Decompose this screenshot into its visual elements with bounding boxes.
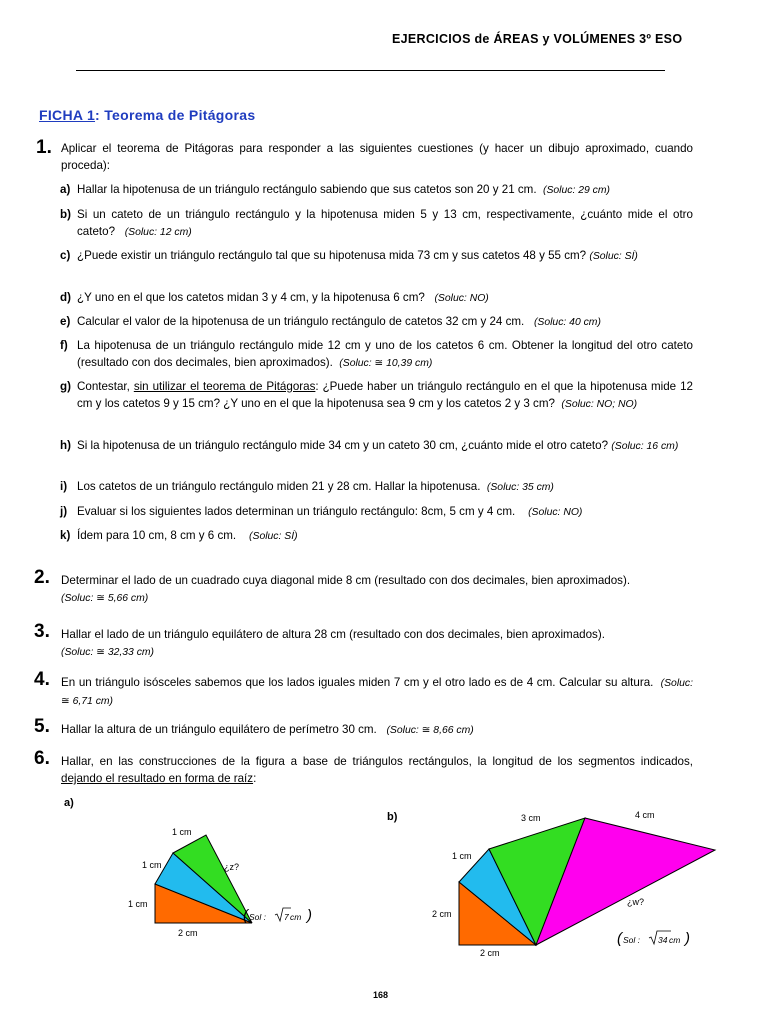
item-f-text: La hipotenusa de un triángulo rectángulo mide 12 cm y uno de los catetos 6 cm. Obtener la longitud del otro cateto (resultado con dos decimales, bien aproximados).: [77, 339, 693, 369]
item-c-solution: (Soluc: SÍ): [589, 251, 638, 262]
ficha-title: [39, 107, 255, 123]
item-letter-h: h): [60, 439, 71, 452]
exercise-1-number: 1.: [36, 137, 52, 158]
fig-a-label-mid-1cm: 1 cm: [142, 860, 162, 870]
fig-a-label-base-2cm: 2 cm: [178, 928, 198, 938]
item-g-solution: (Soluc: NO; NO): [561, 399, 638, 410]
exercise-6-pre: Hallar, en las construcciones de la figura a base de triángulos rectángulos, la longitud de los segmentos indicados,: [61, 755, 693, 768]
exercise-6-post: :: [253, 772, 257, 785]
item-letter-j: j): [60, 505, 68, 518]
item-k: [77, 527, 693, 545]
item-g-pre: Contestar,: [77, 380, 134, 393]
item-j-text: Evaluar si los siguientes lados determinan un triángulo rectángulo: 8cm, 5 cm y 4 cm.: [77, 505, 516, 518]
item-d-solution: (Soluc: NO): [434, 293, 489, 304]
exercise-6: [61, 753, 693, 787]
exercise-2-text: Determinar el lado de un cuadrado cuya diagonal mide 8 cm (resultado con dos decimales, bien aproximados).: [61, 574, 631, 587]
item-letter-g: g): [60, 380, 71, 393]
item-letter-d: d): [60, 291, 71, 304]
ficha-colon: :: [95, 107, 100, 123]
exercise-1-intro: Aplicar el teorema de Pitágoras para responder a las siguientes cuestiones (y hacer un dibujo aproximado, cuando proceda):: [61, 142, 693, 172]
fig-b-label-1cm: 1 cm: [452, 851, 472, 861]
item-f-solution: (Soluc: ≅ 10,39 cm): [339, 358, 433, 369]
item-b-solution: (Soluc: 12 cm): [124, 227, 192, 238]
item-letter-i: i): [60, 480, 68, 493]
item-k-solution: (Soluc: SÍ): [249, 531, 298, 542]
fig-a-sol-open-paren: (: [243, 907, 248, 924]
exercise-3-text: Hallar el lado de un triángulo equilátero de altura 28 cm (resultado con dos decimales, bien aproximados).: [61, 628, 605, 641]
fig-a-sol-unit: cm: [290, 912, 302, 922]
item-letter-b: b): [60, 208, 71, 221]
ficha-topic: Teorema de Pitágoras: [100, 107, 256, 123]
exercise-4: [61, 674, 693, 710]
item-d: [77, 289, 693, 307]
item-h-text: Si la hipotenusa de un triángulo rectángulo mide 34 cm y un cateto 30 cm, ¿cuánto mide el otro cateto?: [77, 439, 609, 452]
item-letter-a: a): [60, 183, 71, 196]
item-c-text: ¿Puede existir un triángulo rectángulo tal que su hipotenusa mida 73 cm y sus catetos 48 y 55 cm?: [77, 249, 587, 262]
item-g-underlined: sin utilizar el teorema de Pitágoras: [133, 380, 316, 393]
fig-b-solution: [617, 930, 690, 947]
item-b: [77, 206, 693, 241]
fig-b-label-base-2cm: 2 cm: [480, 948, 500, 958]
exercise-3-solution: (Soluc: ≅ 32,33 cm): [61, 647, 155, 658]
exercise-3-number: 3.: [34, 621, 50, 642]
ficha-label: FICHA 1: [39, 107, 96, 123]
item-letter-e: e): [60, 315, 71, 328]
exercise-4-solution: (Soluc: ≅ 6,71 cm): [61, 678, 693, 707]
fig-a-solution: [243, 907, 312, 924]
fig-a-label-top-1cm: 1 cm: [172, 827, 192, 837]
exercise-6-underlined: dejando el resultado en forma de raíz: [61, 772, 254, 785]
item-letter-f: f): [60, 339, 68, 352]
header-divider: [76, 70, 665, 71]
item-h: [77, 437, 693, 455]
fig-a-sol-close-paren: ): [307, 907, 312, 924]
item-g-text: : ¿Puede haber un triángulo rectángulo en el que la hipotenusa mide 12 cm y los catetos 9 y 15 cm? ¿Y uno en el que la hipotenusa sea 9 cm y los catetos 2 y 3 cm?: [77, 380, 693, 410]
exercise-6-number: 6.: [34, 748, 50, 769]
item-a: [77, 181, 693, 199]
item-a-solution: (Soluc: 29 cm): [543, 185, 610, 196]
item-d-text: ¿Y uno en el que los catetos midan 3 y 4 cm, y la hipotenusa 6 cm?: [77, 291, 425, 304]
item-k-text: Ídem para 10 cm, 8 cm y 6 cm.: [77, 529, 237, 542]
item-h-solution: (Soluc: 16 cm): [611, 441, 679, 452]
page-number: 168: [373, 990, 389, 1000]
fig-b-sol-prefix: Sol :: [623, 935, 641, 945]
exercise-4-number: 4.: [34, 669, 50, 690]
exercise-2-number: 2.: [34, 567, 50, 588]
item-f: [77, 337, 693, 372]
fig-b-sol-unit: cm: [669, 935, 681, 945]
fig-a-sol-prefix: Sol :: [249, 912, 267, 922]
exercise-2-solution: (Soluc: ≅ 5,66 cm): [61, 593, 149, 604]
item-i-text: Los catetos de un triángulo rectángulo miden 21 y 28 cm. Hallar la hipotenusa.: [77, 480, 481, 493]
item-a-text: Hallar la hipotenusa de un triángulo rectángulo sabiendo que sus catetos son 20 y 21 cm.: [77, 183, 537, 196]
document-header-title: EJERCICIOS de ÁREAS y VOLÚMENES 3º ESO: [392, 32, 683, 46]
exercise-2: [61, 572, 701, 607]
item-i: [77, 478, 693, 496]
exercise-5-number: 5.: [34, 716, 50, 737]
item-j: [77, 503, 693, 521]
exercise-5-text: Hallar la altura de un triángulo equilátero de perímetro 30 cm.: [61, 723, 377, 736]
fig-b-sol-radicand: 34: [658, 935, 668, 945]
item-letter-c: c): [60, 249, 71, 262]
exercise-3: [61, 626, 701, 661]
item-g: [77, 378, 693, 413]
fig-b-label-left-2cm: 2 cm: [432, 909, 452, 919]
item-letter-k: k): [60, 529, 71, 542]
fig-b-sol-close-paren: ): [685, 930, 690, 947]
item-j-solution: (Soluc: NO): [528, 507, 583, 518]
item-e-text: Calcular el valor de la hipotenusa de un triángulo rectángulo de catetos 32 cm y 24 cm.: [77, 315, 525, 328]
exercise-5-solution: (Soluc: ≅ 8,66 cm): [386, 725, 474, 736]
exercise-5: [61, 721, 693, 739]
fig-b-label-unknown-w: ¿w?: [627, 897, 645, 907]
fig-b-label-3cm: 3 cm: [521, 813, 541, 823]
item-i-solution: (Soluc: 35 cm): [486, 482, 554, 493]
fig-a-sol-radicand: 7: [284, 912, 289, 922]
item-e-solution: (Soluc: 40 cm): [533, 317, 601, 328]
fig-a-label-left-1cm: 1 cm: [128, 899, 148, 909]
figure-b-label: b): [387, 811, 398, 823]
fig-b-label-4cm: 4 cm: [635, 810, 655, 820]
item-b-text: Si un cateto de un triángulo rectángulo y la hipotenusa miden 5 y 13 cm, respectivamente, ¿cuánto mide el otro cateto?: [77, 208, 693, 238]
fig-a-label-unknown-z: ¿z?: [224, 862, 240, 872]
item-c: [77, 247, 693, 265]
fig-b-sol-open-paren: (: [617, 930, 622, 947]
item-e: [77, 313, 693, 331]
figure-b-diagram: [420, 800, 720, 965]
exercise-4-text: En un triángulo isósceles sabemos que los lados iguales miden 7 cm y el otro lado es de 4 cm. Calcular su altura.: [61, 676, 654, 689]
figure-a-label: a): [64, 797, 74, 809]
figure-a-diagram: [110, 818, 330, 946]
